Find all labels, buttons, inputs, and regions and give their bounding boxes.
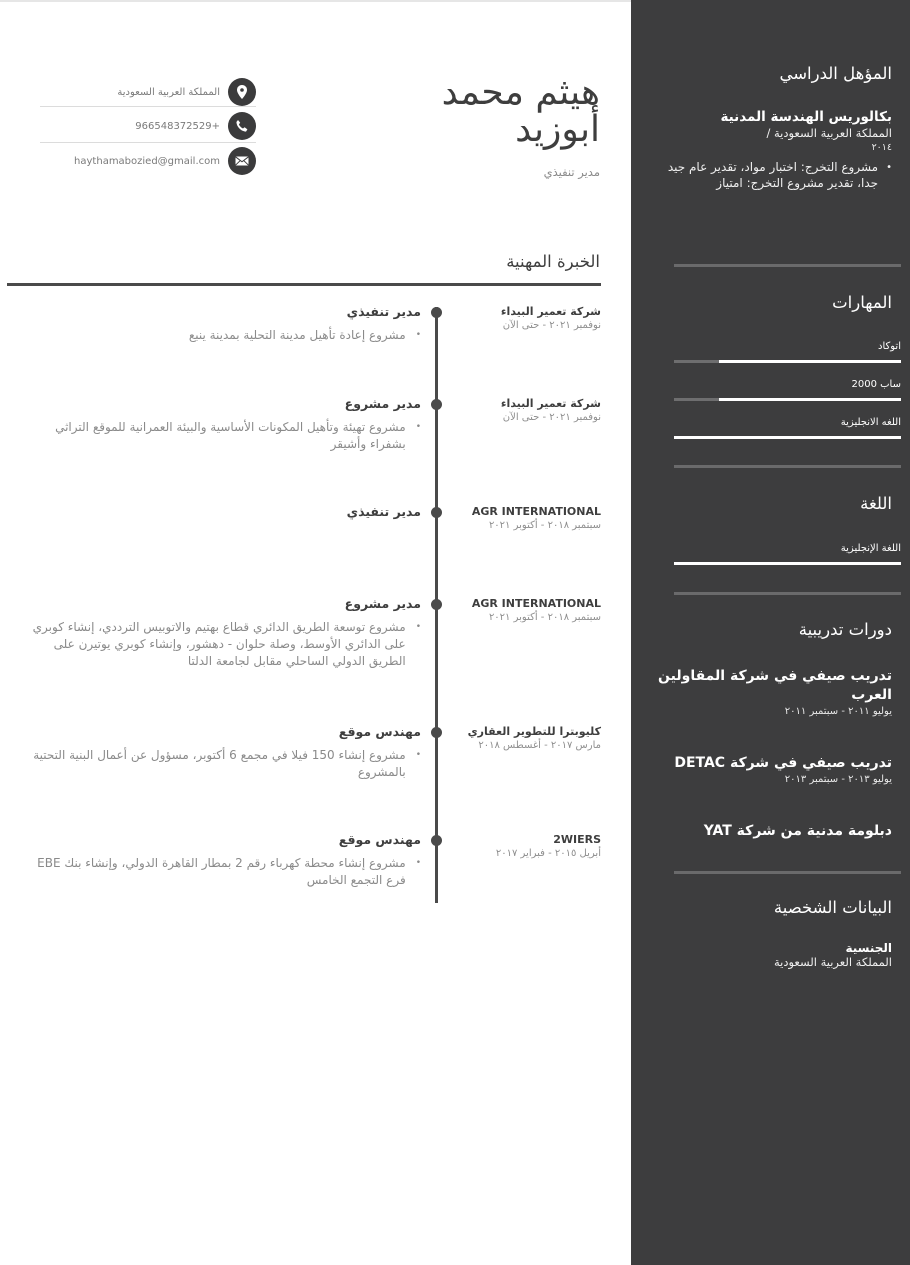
experience-heading: الخبرة المهنية bbox=[506, 252, 600, 271]
job-title: مدير مشروع bbox=[344, 596, 421, 611]
skill-name: اللغه الانجليزية bbox=[840, 417, 901, 428]
sidebar-divider bbox=[674, 871, 901, 874]
education-degree: بكالوريس الهندسة المدنية bbox=[720, 109, 892, 125]
experience-company bbox=[441, 725, 601, 753]
experience-company bbox=[441, 305, 601, 333]
job-title: مدير مشروع bbox=[344, 396, 421, 411]
company-date: نوفمبر ٢٠٢١ - حتى الآن bbox=[502, 412, 601, 423]
sidebar-divider bbox=[674, 264, 901, 267]
map-pin-icon bbox=[228, 78, 256, 106]
skills-section bbox=[652, 293, 892, 312]
contact-divider bbox=[40, 106, 256, 107]
courses-heading: دورات تدريبية bbox=[798, 620, 892, 639]
job-description: • مشروع توسعة الطريق الدائري قطاع بهتيم والاتوبيس الترددي، إنشاء كوبري على الدائري الأوسط، وصلة حلوان - دهشور، وإنشاء كوبري يوتيرن على الطريق الدولي الساحلي مقابل لجامعة الدلتا bbox=[21, 619, 421, 670]
course-date: يوليو ٢٠١١ - سبتمبر ٢٠١١ bbox=[784, 706, 892, 717]
experience-company bbox=[441, 505, 601, 533]
experience-job bbox=[21, 724, 421, 781]
language-item bbox=[674, 542, 901, 565]
job-description-text: مشروع إعادة تأهيل مدينة التحلية بمدينة ينبع bbox=[188, 328, 406, 342]
personal-heading: البيانات الشخصية bbox=[773, 898, 892, 917]
name-second-line: أبوزيد bbox=[515, 109, 600, 150]
job-description: • مشروع إنشاء محطة كهرباء رقم 2 بمطار القاهرة الدولي، وإنشاء بنك EBE فرع التجمع الخامس bbox=[21, 855, 421, 889]
skill-item bbox=[674, 416, 901, 439]
company-name: كليوبترا للتطوير العقاري bbox=[467, 725, 601, 738]
experience-job bbox=[21, 396, 421, 453]
company-name: AGR INTERNATIONAL bbox=[471, 505, 601, 518]
contact-divider bbox=[40, 142, 256, 143]
company-date: مارس ٢٠١٧ - أغسطس ٢٠١٨ bbox=[478, 740, 601, 751]
course-item bbox=[652, 667, 892, 718]
nationality-value: المملكة العربية السعودية bbox=[774, 955, 892, 969]
job-title: مدير تنفيذي bbox=[346, 504, 421, 519]
contact-email-text[interactable]: haythamabozied@gmail.com bbox=[74, 155, 220, 167]
contact-phone-text[interactable]: 966548372529+ bbox=[135, 120, 220, 132]
education-year: ٢٠١٤ bbox=[871, 142, 892, 153]
language-heading: اللغة bbox=[860, 494, 892, 513]
language-bar bbox=[674, 562, 901, 565]
contact-email bbox=[40, 147, 256, 175]
courses-section bbox=[652, 620, 892, 639]
skill-bar-fill bbox=[719, 360, 901, 363]
job-title: مدير تنفيذي bbox=[346, 304, 421, 319]
language-section bbox=[652, 494, 892, 513]
person-name bbox=[360, 74, 600, 148]
sidebar-divider bbox=[674, 592, 901, 595]
skill-bar-fill bbox=[674, 436, 901, 439]
experience-job bbox=[21, 304, 421, 344]
skill-name: اتوكاد bbox=[878, 341, 901, 352]
skill-name: ساب 2000 bbox=[851, 379, 901, 390]
skills-heading: المهارات bbox=[832, 293, 892, 312]
skill-bar bbox=[674, 398, 901, 401]
skill-item bbox=[674, 378, 901, 401]
course-item bbox=[652, 754, 892, 786]
experience-company bbox=[441, 597, 601, 625]
nationality-label: الجنسية bbox=[845, 941, 892, 955]
person-role: مدير تنفيذي bbox=[543, 165, 600, 179]
envelope-icon bbox=[228, 147, 256, 175]
skill-bar bbox=[674, 436, 901, 439]
sidebar-divider bbox=[674, 465, 901, 468]
experience-job bbox=[21, 832, 421, 889]
experience-job bbox=[21, 596, 421, 670]
skill-item bbox=[674, 340, 901, 363]
skill-bar-fill bbox=[719, 398, 901, 401]
contact-location-text: المملكة العربية السعودية bbox=[117, 86, 220, 98]
company-name: شركة تعمير البيداء bbox=[500, 397, 601, 410]
personal-section bbox=[652, 898, 892, 969]
job-title: مهندس موقع bbox=[338, 724, 421, 739]
company-date: أبريل ٢٠١٥ - فبراير ٢٠١٧ bbox=[495, 848, 601, 859]
experience-rule bbox=[7, 283, 601, 286]
course-title: تدريب صيفي في شركة DETAC bbox=[674, 755, 892, 771]
company-date: نوفمبر ٢٠٢١ - حتى الآن bbox=[502, 320, 601, 331]
job-description-text: مشروع تهيئة وتأهيل المكونات الأساسية والبيئة العمرانية للموقع التراثي بشفراء وأشيقر bbox=[55, 420, 406, 451]
course-date: يوليو ٢٠١٣ - سبتمبر ٢٠١٣ bbox=[784, 774, 892, 785]
contact-location bbox=[40, 78, 256, 106]
company-name: AGR INTERNATIONAL bbox=[471, 597, 601, 610]
company-date: سبتمبر ٢٠١٨ - أكتوبر ٢٠٢١ bbox=[488, 520, 601, 531]
phone-icon bbox=[228, 112, 256, 140]
language-name: اللغة الإنجليزية bbox=[840, 543, 901, 554]
sidebar bbox=[631, 0, 910, 1265]
education-project: • مشروع التخرج: اختبار مواد، تقدير عام جيد جدا، تقدير مشروع التخرج: امتياز bbox=[652, 160, 892, 191]
skill-bar bbox=[674, 360, 901, 363]
language-bar-fill bbox=[674, 562, 901, 565]
course-title: دبلومة مدنية من شركة YAT bbox=[703, 823, 892, 839]
education-place: المملكة العربية السعودية / bbox=[766, 126, 892, 140]
education-section bbox=[652, 64, 892, 191]
job-description-text: مشروع إنشاء محطة كهرباء رقم 2 بمطار القاهرة الدولي، وإنشاء بنك EBE فرع التجمع الخامس bbox=[37, 856, 406, 887]
course-title: تدريب صيفي في شركة المقاولين العرب bbox=[658, 668, 892, 703]
course-item bbox=[652, 822, 892, 841]
contact-phone bbox=[40, 112, 256, 140]
job-description: • مشروع تهيئة وتأهيل المكونات الأساسية والبيئة العمرانية للموقع التراثي بشفراء وأشيقر bbox=[21, 419, 421, 453]
job-description-text: مشروع توسعة الطريق الدائري قطاع بهتيم والاتوبيس الترددي، إنشاء كوبري على الدائري الأوسط، وصلة حلوان - دهشور، وإنشاء كوبري يوتيرن على الطريق الدولي الساحلي مقابل لجامعة الدلتا bbox=[32, 620, 406, 668]
job-description: • مشروع إعادة تأهيل مدينة التحلية بمدينة ينبع bbox=[188, 328, 421, 342]
education-project-text: مشروع التخرج: اختبار مواد، تقدير عام جيد جدا، تقدير مشروع التخرج: امتياز bbox=[667, 160, 879, 190]
job-title: مهندس موقع bbox=[338, 832, 421, 847]
name-first-line: هيثم محمد bbox=[441, 72, 600, 113]
job-description-text: مشروع إنشاء 150 فيلا في مجمع 6 أكتوبر، مسؤول عن أعمال البنية التحتية بالمشروع bbox=[33, 748, 406, 779]
experience-job bbox=[21, 504, 421, 520]
job-description: • مشروع إنشاء 150 فيلا في مجمع 6 أكتوبر، مسؤول عن أعمال البنية التحتية بالمشروع bbox=[21, 747, 421, 781]
experience-company bbox=[441, 833, 601, 861]
experience-company bbox=[441, 397, 601, 425]
company-name: شركة تعمير البيداء bbox=[500, 305, 601, 318]
education-heading: المؤهل الدراسي bbox=[779, 64, 892, 83]
company-name: 2WIERS bbox=[553, 833, 601, 846]
company-date: سبتمبر ٢٠١٨ - أكتوبر ٢٠٢١ bbox=[488, 612, 601, 623]
